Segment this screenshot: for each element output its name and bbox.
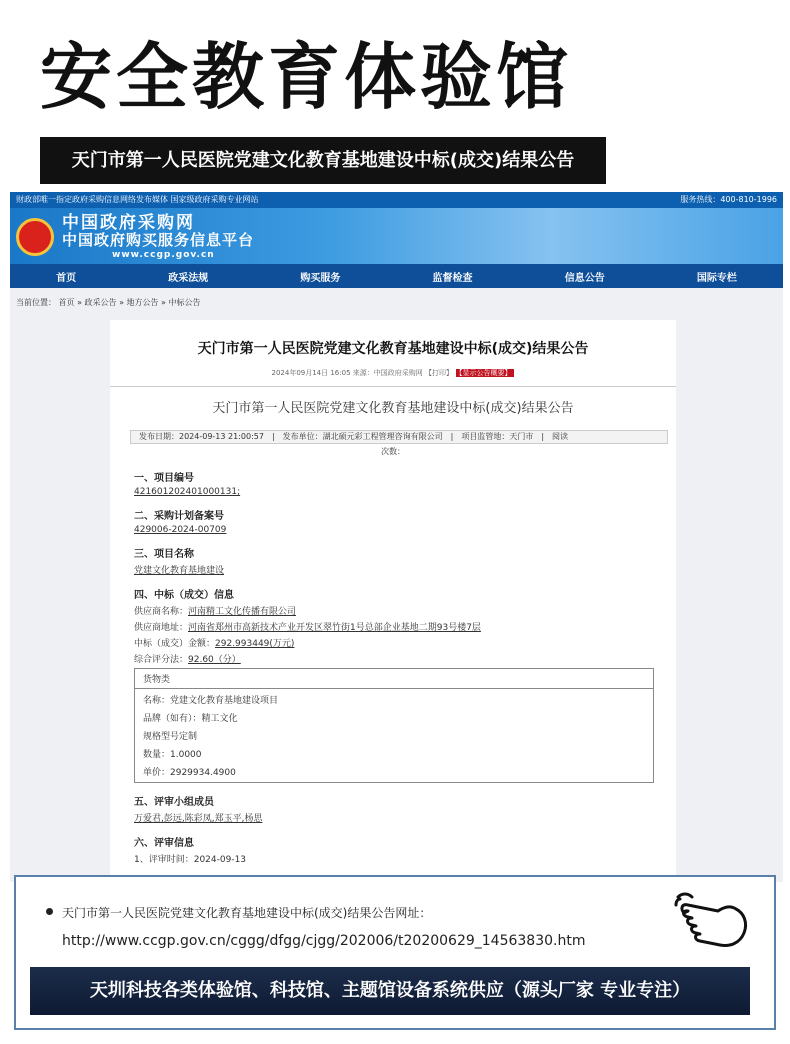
supplier-name-label: 供应商名称： bbox=[134, 607, 189, 617]
show-summary-button[interactable]: 【显示公告概要】 bbox=[456, 369, 515, 377]
service-hotline: 服务热线：400-810-1996 bbox=[680, 195, 777, 204]
national-emblem-icon bbox=[16, 218, 54, 256]
nav-purchase-services[interactable]: 购买服务 bbox=[300, 272, 341, 284]
goods-brand: 品牌（如有）：精工文化 bbox=[143, 714, 238, 724]
section-plan-number-heading: 二、采购计划备案号 bbox=[134, 511, 224, 522]
nav-home[interactable]: 首页 bbox=[56, 272, 77, 284]
page-title: 安全教育体验馆 bbox=[40, 35, 573, 119]
review-members: 万爱君,彭远,陈彩凤,郑玉平,杨思 bbox=[134, 814, 263, 824]
nav-announcements[interactable]: 信息公告 bbox=[564, 272, 605, 284]
pointing-hand-icon bbox=[674, 891, 754, 951]
embedded-screenshot bbox=[10, 192, 783, 882]
bullet-icon bbox=[46, 908, 53, 915]
nav-regulations[interactable]: 政采法规 bbox=[168, 272, 209, 284]
publish-info-bar: 发布日期：2024-09-13 21:00:57 | 发布单位：湖北硕元彩工程管理咨询有限公司 | 项目监管地：天门市 | 阅读 bbox=[130, 430, 668, 444]
divider bbox=[110, 386, 676, 387]
goods-table bbox=[134, 668, 654, 783]
top-info-line bbox=[10, 192, 783, 208]
url-panel bbox=[14, 875, 776, 1030]
goods-body bbox=[135, 689, 653, 782]
amount: 292.993449(万元) bbox=[215, 639, 295, 649]
nav-supervision[interactable]: 监督检查 bbox=[432, 272, 473, 284]
subtitle-banner: 天门市第一人民医院党建文化教育基地建设中标(成交)结果公告 bbox=[40, 137, 606, 184]
url-label: 天门市第一人民医院党建文化教育基地建设中标(成交)结果公告网址： bbox=[62, 906, 432, 920]
goods-header: 货物类 bbox=[135, 669, 653, 689]
section-project-number-heading: 一、项目编号 bbox=[134, 473, 194, 484]
supplier-address-row bbox=[134, 620, 676, 633]
goods-quantity: 数量：1.0000 bbox=[143, 750, 202, 760]
announcement-meta bbox=[110, 368, 676, 378]
meta-text: 2024年09月14日 16:05 来源：中国政府采购网 【打印】 bbox=[271, 369, 453, 377]
footer-banner: 天圳科技各类体验馆、科技馆、主题馆设备系统供应（源头厂家 专业专注） bbox=[30, 967, 750, 1015]
section-review-members-heading: 五、评审小组成员 bbox=[134, 797, 214, 808]
plan-number: 429006-2024-00709 bbox=[134, 525, 227, 535]
score: 92.60（分） bbox=[188, 655, 241, 665]
topline-left: 财政部唯一指定政府采购信息网络发布媒体 国家级政府采购专业网站 bbox=[16, 195, 259, 204]
score-row bbox=[134, 652, 676, 665]
amount-label: 中标（成交）金额： bbox=[134, 639, 216, 649]
main-nav bbox=[10, 264, 783, 288]
site-name-cn2: 中国政府购买服务信息平台 bbox=[62, 231, 255, 249]
read-count: 次数： bbox=[381, 447, 405, 456]
site-banner bbox=[10, 208, 783, 264]
score-label: 综合评分法： bbox=[134, 655, 189, 665]
nav-international[interactable]: 国际专栏 bbox=[696, 272, 737, 284]
breadcrumb: 当前位置： 首页 » 政采公告 » 地方公告 » 中标公告 bbox=[16, 298, 201, 307]
announcement-url[interactable]: http://www.ccgp.gov.cn/cggg/dfgg/cjgg/202006/t20200629_14563830.htm bbox=[62, 933, 586, 949]
goods-name: 名称：党建文化教育基地建设项目 bbox=[143, 696, 279, 706]
section-winner-heading: 四、中标（成交）信息 bbox=[134, 590, 234, 601]
supplier-address: 河南省郑州市高新技术产业开发区翠竹街1号总部企业基地二期93号楼7层 bbox=[188, 623, 481, 633]
site-name-cn: 中国政府采购网 bbox=[62, 213, 195, 233]
announcement-paper bbox=[110, 320, 676, 882]
goods-unit-price: 单价：2929934.4900 bbox=[143, 768, 236, 778]
announcement-body bbox=[134, 469, 676, 865]
section-project-name-heading: 三、项目名称 bbox=[134, 549, 194, 560]
supplier-name-row bbox=[134, 604, 676, 617]
goods-spec: 规格型号定制 bbox=[143, 732, 198, 742]
supplier-name: 河南精工文化传播有限公司 bbox=[188, 607, 297, 617]
project-number: 421601202401000131; bbox=[134, 487, 241, 497]
site-logo-text[interactable] bbox=[62, 214, 254, 261]
project-name: 党建文化教育基地建设 bbox=[134, 566, 225, 576]
review-time: 1、评审时间：2024-09-13 bbox=[134, 855, 247, 865]
site-url: www.ccgp.gov.cn bbox=[112, 250, 215, 260]
section-review-info-heading: 六、评审信息 bbox=[134, 838, 194, 849]
announcement-title: 天门市第一人民医院党建文化教育基地建设中标(成交)结果公告 bbox=[197, 341, 589, 357]
amount-row bbox=[134, 636, 676, 649]
supplier-address-label: 供应商地址： bbox=[134, 623, 189, 633]
document-title: 天门市第一人民医院党建文化教育基地建设中标(成交)结果公告 bbox=[212, 401, 574, 416]
